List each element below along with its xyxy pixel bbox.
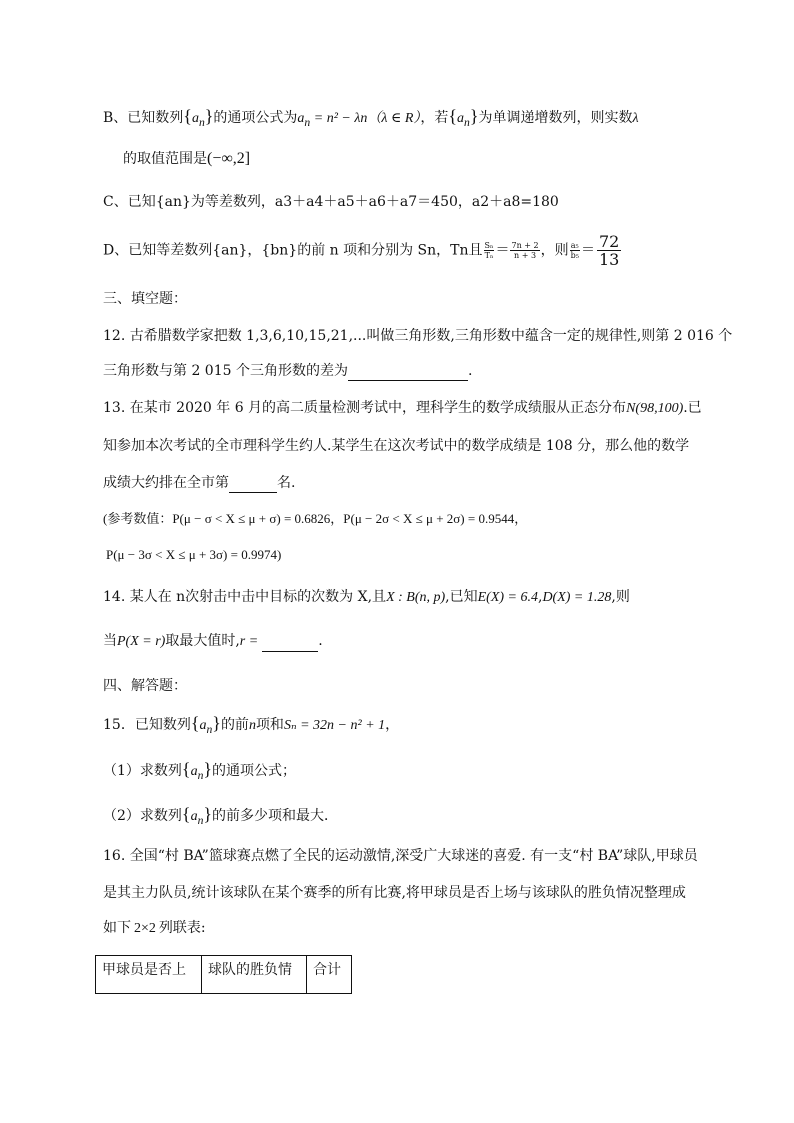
- q14-text-4: 当: [103, 633, 117, 649]
- option-b-text-3: ，若: [420, 110, 449, 126]
- q13-text-1: 13. 在某市 2020 年 6 月的高二质量检测考试中，理科学生的数学成绩服从正态分布: [103, 400, 627, 416]
- contingency-table: [95, 955, 352, 994]
- table-header-cell: 甲球员是否上: [96, 956, 202, 994]
- q14-r-equals: r =: [239, 634, 259, 649]
- option-c-line: C、已知{an}为等差数列，a3＋a4＋a5＋a6＋a7＝450，a2＋a8=180: [103, 194, 559, 210]
- lambda-range: (−∞,2]: [207, 150, 251, 167]
- general-term-formula: $a_n = n^2 - \lambda n(\lambda$ ∈ R）: [297, 111, 421, 129]
- option-b-text-1: B、已知数列: [103, 110, 184, 126]
- q16-line2: 是其主力队员,统计该球队在某个赛季的所有比赛,将甲球员是否上场与该球队的胜负情况整理成: [103, 885, 686, 901]
- q15-part2-text-2: 的前多少项和最大．: [212, 808, 339, 824]
- option-d-text-2: ，则: [540, 242, 569, 259]
- q15-part1: [103, 759, 296, 786]
- q16-line1: 16. 全国“村 BA”篮球赛点燃了全民的运动激情,深受广大球迷的喜爱. 有一支“村 BA”球队,甲球员: [103, 848, 698, 864]
- option-b-text-2: 的通项公式为: [213, 110, 298, 126]
- q13-line2: 知参加本次考试的全市理科学生约人.某学生在这次考试中的数学成绩是 108 分，那么他的数学: [103, 438, 690, 454]
- q13-text-4: 名.: [277, 475, 296, 491]
- option-b-text-4: 为单调递增数列，则实数: [478, 110, 633, 126]
- q15-part2: [103, 804, 338, 831]
- q15-line1: 15．已知数列$\{a_n\}$的前n项和Sₙ = 32n − n² + 1，: [103, 713, 400, 736]
- seq-a-n: $\{a_n\}$: [183, 106, 214, 129]
- q16-text-1: 如下: [103, 920, 131, 936]
- option-d-line: D、已知等差数列{an}，{bn}的前 n 项和分别为 Sn，Tn且 $\frac{\text{Sₙ}}{\text{Tₙ}}$ ＝ $\frac{7n + 2}{n + 3}$ ，则 $\frac{\text{a₅}}{\text{b₅}}$ ＝ $\frac{72}{13}$: [103, 232, 620, 269]
- q13-answer-blank[interactable]: [229, 478, 277, 493]
- q14-text-2: ,已知: [445, 589, 478, 605]
- q14-text-1: 14. 某人在 n次射击中击中目标的次数为 X,且: [103, 589, 387, 605]
- table-header-row: [96, 956, 352, 994]
- q12-line1: 12. 古希腊数学家把数 1,3,6,10,15,21,...叫做三角形数,三角形数中蕴含一定的规律性,则第 2 016 个: [103, 328, 733, 344]
- q14-answer-blank[interactable]: [262, 637, 318, 652]
- q15-sum-formula: Sₙ = 32n − n² + 1: [283, 718, 386, 733]
- q15-part1-text-2: 的通项公式；: [212, 763, 297, 779]
- option-b-line2: [123, 149, 250, 169]
- q15-text-3: 项和: [255, 717, 284, 733]
- option-d-text-1: D、已知等差数列{an}，{bn}的前 n 项和分别为 Sn，Tn且: [103, 242, 483, 259]
- q13-normal-dist: N(98,100): [626, 401, 684, 416]
- q13-ref-values-2: P(μ − 3σ < X ≤ μ + 3σ) = 0.9974): [106, 547, 282, 562]
- q13-line1: [103, 398, 702, 419]
- q15-part1-text-1: （1）求数列: [103, 763, 182, 779]
- frac-sn-tn: $\frac{\text{Sₙ}}{\text{Tₙ}}$: [484, 241, 494, 260]
- q13-ref1: [103, 509, 527, 530]
- q12-answer-blank[interactable]: [348, 366, 468, 381]
- q16-line3: [103, 918, 206, 939]
- q13-text-3: 成绩大约排在全市第: [103, 475, 229, 491]
- q14-variance: D(X) = 1.28: [542, 590, 612, 605]
- q15-text-1: 15．已知数列: [103, 717, 191, 733]
- q15-part2-text-1: （2）求数列: [103, 808, 182, 824]
- q13-ref2: [106, 545, 281, 566]
- q15-part1-seq: $\{a_n\}$: [181, 759, 213, 782]
- frac-a5-b5: $\frac{\text{a₅}}{\text{b₅}}$: [570, 241, 579, 260]
- q14-text-5: 取最大值时,: [165, 633, 240, 649]
- q13-ref-values-1: (参考数值：P(μ − σ < X ≤ μ + σ) = 0.6826，P(μ − 2σ < X ≤ μ + 2σ) = 0.9544，: [103, 511, 528, 526]
- seq-a-n-2: $\{a_n\}$: [448, 106, 479, 129]
- table-header-cell: 球队的胜负情: [202, 956, 307, 994]
- q14-line2: 当P(X = r)取最大值时,r = .: [103, 631, 323, 652]
- section-4-heading: 四、解答题：: [103, 678, 187, 694]
- q16-table-size: 2×2: [134, 921, 156, 936]
- q15-text-2: 的前: [220, 717, 249, 733]
- q13-line3: [103, 473, 295, 493]
- q13-text-2: .已: [683, 400, 702, 416]
- option-b-text-5: 的取值范围是: [123, 151, 207, 167]
- q15-seq: $\{a_n\}$: [190, 713, 221, 736]
- frac-72-13: $\frac{72}{13}$: [598, 232, 620, 269]
- section-3-heading: 三、填空题：: [103, 291, 187, 307]
- q14-probability: P(X = r): [117, 634, 166, 649]
- q15-part2-seq: $\{a_n\}$: [181, 804, 213, 827]
- q14-line1: 14. 某人在 n次射击中击中目标的次数为 X,且X : B(n, p),已知E(X) = 6.4,D(X) = 1.28,则: [103, 589, 630, 605]
- table-header-cell: 合计: [307, 956, 352, 994]
- option-b-line1: [103, 106, 639, 133]
- q12-line2: 三角形数与第 2 015 个三角形数的差为 .: [103, 363, 473, 379]
- q14-text-3: ,则: [611, 589, 630, 605]
- q12-text: 三角形数与第 2 015 个三角形数的差为: [103, 363, 348, 379]
- q14-binomial: X : B(n, p): [386, 590, 446, 605]
- frac-7n2-n3: $\frac{7n + 2}{n + 3}$: [511, 241, 539, 260]
- q16-text-2: 列联表:: [158, 920, 206, 936]
- q14-expectation: E(X) = 6.4: [477, 590, 538, 605]
- lambda-symbol: λ: [632, 111, 639, 126]
